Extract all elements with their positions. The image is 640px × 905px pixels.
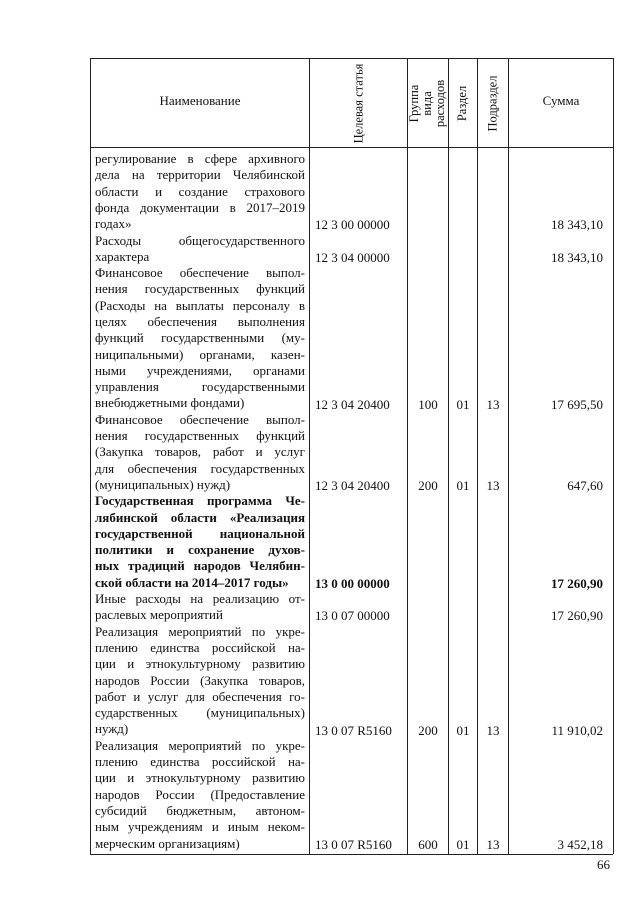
row-section: 01	[456, 836, 470, 852]
row-name-line: области и создание страхового	[95, 183, 305, 199]
header-group	[408, 59, 448, 147]
row-name-line: целях обеспечения выполнения	[95, 313, 305, 329]
table-header-border	[90, 147, 613, 148]
header-subsection	[478, 59, 508, 147]
header-subsection-text: Подраздел	[485, 75, 500, 131]
row-name-line: сударственных (муниципальных)	[95, 705, 305, 721]
row-sum: 3 452,18	[557, 836, 603, 852]
row-name	[95, 265, 305, 412]
row-name-line: плению единства российской на-	[95, 754, 305, 770]
row-name-line: Финансовое обеспечение выпол-	[95, 411, 305, 427]
row-subsection: 13	[486, 836, 500, 852]
row-group: 100	[418, 396, 438, 412]
page-number: 66	[597, 857, 610, 872]
row-name	[95, 412, 305, 493]
row-name-line: (Расходы на выплаты персоналу в	[95, 297, 305, 313]
row-name-line: (муниципальных) нужд)	[95, 476, 231, 492]
row-name-line: Иные расходы на реализацию от-	[95, 591, 305, 607]
row-target-code: 12 3 04 20400	[315, 396, 390, 412]
header-target-text: Целевая статья	[351, 63, 365, 143]
row-name-line: нения государственных функций	[95, 428, 305, 444]
row-target-code: 12 3 00 00000	[315, 217, 390, 233]
row-name-line: работ и услуг для обеспечения го-	[95, 688, 305, 704]
row-name-line: лябинской области «Реализация	[95, 509, 305, 525]
row-name-line: государственной национальной	[95, 525, 305, 541]
row-target-code: 13 0 00 00000	[315, 575, 390, 591]
row-name-line: ниципальными) органами, казен-	[95, 346, 305, 362]
row-target-code: 13 0 07 00000	[315, 608, 390, 624]
row-name-line: функций государственными (му-	[95, 330, 305, 346]
row-name-line: раслевых мероприятий	[95, 607, 223, 623]
row-section: 01	[456, 478, 470, 493]
row-target-code: 12 3 04 20400	[315, 478, 390, 493]
row-name	[95, 493, 305, 591]
header-section-text: Раздел	[455, 85, 470, 121]
row-name	[95, 624, 305, 738]
header-group-text: Группа вида расходов	[407, 79, 448, 127]
table-bottom-border	[90, 854, 613, 855]
row-name-line: для обеспечения государственных	[95, 460, 305, 476]
row-name-line: Реализация мероприятий по укре-	[95, 623, 305, 639]
row-subsection: 13	[486, 722, 500, 738]
row-name-line: народов России (Предоставление	[95, 786, 305, 802]
row-name-line: ными учреждениями, органами	[95, 362, 305, 378]
header-name: Наименование	[159, 93, 241, 108]
table-left-border	[90, 58, 91, 854]
row-sum: 18 343,10	[551, 249, 603, 265]
row-name-line: ных традиций народов Челябин-	[95, 558, 305, 574]
row-name	[95, 233, 305, 266]
row-name-line: мерческим организациям)	[95, 835, 240, 851]
row-target-code: 13 0 07 R5160	[315, 836, 392, 852]
row-group: 200	[418, 478, 438, 493]
row-subsection: 13	[486, 478, 500, 493]
row-name-line: Расходы общегосударственного	[95, 232, 305, 248]
row-name-line: (Закупка товаров, работ и услуг	[95, 444, 305, 460]
header-target	[310, 59, 407, 147]
row-name-line: управления государственными	[95, 379, 305, 395]
row-name	[95, 151, 305, 232]
row-target-code: 12 3 04 00000	[315, 249, 390, 265]
row-sum: 11 910,02	[551, 722, 603, 738]
row-sum: 17 695,50	[551, 396, 603, 412]
row-name-line: народов России (Закупка товаров,	[95, 672, 305, 688]
row-name-line: нужд)	[95, 721, 129, 737]
row-name-line: внебюджетными фондами)	[95, 395, 245, 411]
row-section: 01	[456, 722, 470, 738]
table-right-border	[613, 58, 614, 854]
row-name-line: Реализация мероприятий по укре-	[95, 737, 305, 753]
row-sum: 17 260,90	[551, 575, 603, 591]
row-group: 200	[418, 722, 438, 738]
row-target-code: 13 0 07 R5160	[315, 722, 392, 738]
row-name-line: ской области на 2014–2017 годы»	[95, 574, 289, 590]
row-name-line: плению единства российской на-	[95, 639, 305, 655]
row-name-line: субсидий бюджетным, автоном-	[95, 802, 305, 818]
row-name	[95, 738, 305, 852]
row-sum: 18 343,10	[551, 217, 603, 233]
header-sum: Сумма	[542, 93, 580, 108]
row-name-line: годах»	[95, 216, 132, 232]
row-section: 01	[456, 396, 470, 412]
row-name-line: нения государственных функций	[95, 281, 305, 297]
row-sum: 17 260,90	[551, 608, 603, 624]
row-name	[95, 591, 305, 624]
row-group: 600	[418, 836, 438, 852]
row-name-line: ции и этнокультурному развитию	[95, 656, 305, 672]
row-name-line: политики и сохранение духов-	[95, 542, 305, 558]
column-divider	[309, 58, 310, 854]
header-section	[449, 59, 477, 147]
row-name-line: фонда документации в 2017–2019	[95, 199, 305, 215]
row-name-line: ным учреждениям и иным неком-	[95, 819, 305, 835]
row-name-line: дела на территории Челябинской	[95, 167, 305, 183]
row-sum: 647,60	[567, 478, 603, 493]
row-name-line: ции и этнокультурному развитию	[95, 770, 305, 786]
row-name-line: Финансовое обеспечение выпол-	[95, 265, 305, 281]
row-name-line: регулирование в сфере архивного	[95, 151, 305, 166]
row-subsection: 13	[486, 396, 500, 412]
row-name-line: характера	[95, 248, 150, 264]
row-name-line: Государственная программа Че-	[95, 493, 305, 509]
